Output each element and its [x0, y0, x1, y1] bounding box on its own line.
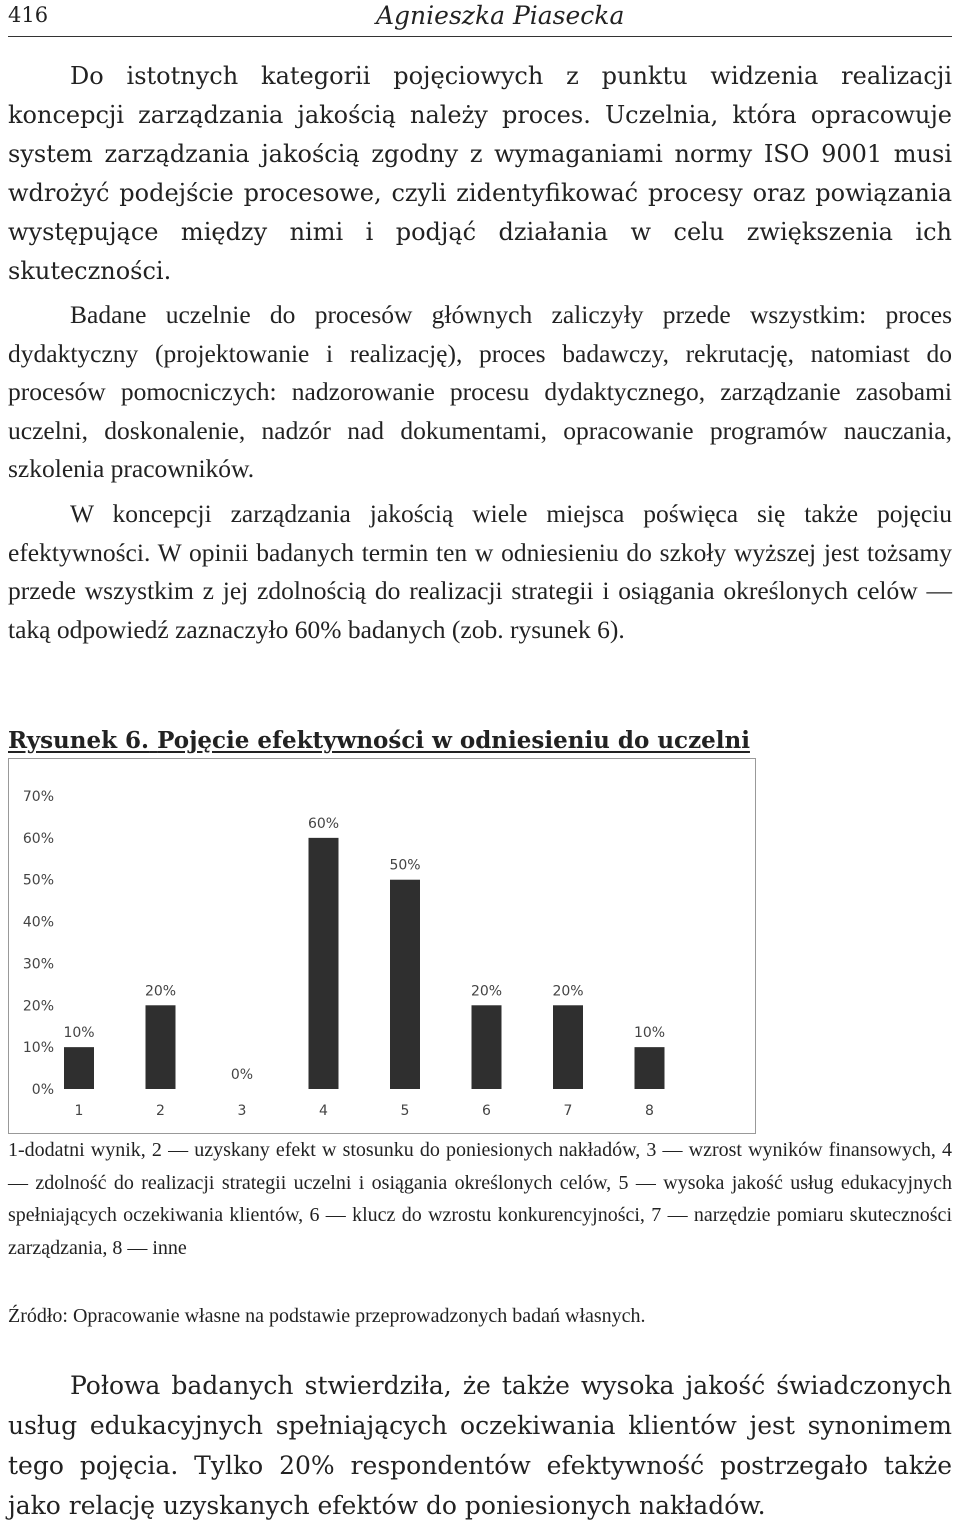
data-label: 20% [470, 983, 503, 1000]
x-tick-label: 4 [319, 1103, 328, 1119]
data-label: 0% [230, 1067, 254, 1083]
x-tick-label: 7 [563, 1103, 573, 1119]
data-label: 60% [307, 815, 340, 832]
data-label: 10% [633, 1025, 666, 1042]
figure-title-text: Pojęcie efektywności w odniesieniu do uczelni [157, 727, 750, 754]
page-header [8, 0, 952, 37]
figure-source: Źródło: Opracowanie własne na podstawie przeprowadzonych badań własnych. [8, 1305, 646, 1327]
y-tick-label: 10% [22, 1040, 54, 1057]
data-label: 50% [389, 857, 421, 874]
body-paragraph-3: W koncepcji zarządzania jakością wiele miejsca poświęca się także pojęciu efektywności. W opinii badanych termin ten w odniesieniu do szkoły wyższej jest tożsamy przede wszystkim z jej zdolnością do realizacji strategii i osiągania określonych celów — taką odpowiedź zaznaczyło 60% badanych (zob. rysunek 6). [8, 499, 952, 644]
data-label: 20% [144, 983, 177, 1000]
bar-2 [146, 1005, 176, 1089]
x-tick-label: 8 [645, 1103, 654, 1119]
bar-8 [635, 1047, 665, 1089]
figure-title [8, 724, 750, 758]
bar-1 [64, 1047, 94, 1089]
y-tick-label: 50% [22, 872, 54, 889]
body-paragraph-4: Połowa badanych stwierdziła, że także wysoka jakość świadczonych usług edukacyjnych spełniających oczekiwania klientów jest synonimem tego pojęcia. Tylko 20% respondentów efektywność postrzegało także jako relację uzyskanych efektów do poniesionych nakładów. [8, 1371, 952, 1520]
y-tick-label: 0% [31, 1082, 54, 1098]
x-tick-label: 3 [237, 1103, 247, 1119]
y-tick-label: 40% [22, 914, 54, 931]
x-tick-label: 6 [482, 1103, 491, 1119]
figure-legend: 1-dodatni wynik, 2 — uzyskany efekt w stosunku do poniesionych nakładów, 3 — wzrost wyników finansowych, 4 — zdolność do realizacji strategii uczelni i osiągania określonych celów, 5 — wysoka jakość usług edukacyjnych spełniających oczekiwania klientów, 6 — klucz do wzrostu konkurencyjności, 7 — narzędzie pomiaru skuteczności zarządzania, 8 — inne [8, 1139, 952, 1259]
running-title: Agnieszka Piasecka [376, 1, 625, 30]
bar-6 [472, 1005, 502, 1089]
bar-4 [309, 838, 339, 1089]
data-label: 10% [63, 1025, 95, 1042]
x-tick-label: 5 [400, 1103, 410, 1119]
y-tick-label: 60% [22, 830, 54, 847]
bar-7 [553, 1005, 583, 1089]
bar-chart [8, 758, 756, 1134]
x-tick-label: 1 [74, 1103, 84, 1119]
bar-5 [390, 880, 420, 1089]
bar-chart-svg [9, 759, 755, 1133]
page-number: 416 [8, 3, 49, 27]
figure-label: Rysunek 6. [8, 727, 150, 754]
body-paragraph-1: Do istotnych kategorii pojęciowych z punktu widzenia realizacji koncepcji zarządzania jakością należy proces. Uczelnia, która opracowuje system zarządzania jakością zgodny z wymaganiami normy ISO 9001 musi wdrożyć podejście procesowe, czyli zidentyfikować procesy oraz powiązania występujące między nimi i podjąć działania w celu zwiększenia ich skuteczności. [8, 62, 952, 285]
y-tick-label: 30% [22, 956, 54, 973]
x-tick-label: 2 [156, 1103, 165, 1119]
body-paragraph-2: Badane uczelnie do procesów głównych zaliczyły przede wszystkim: proces dydaktyczny (projektowanie i realizację), proces badawczy, rekrutację, natomiast do procesów pomocniczych: nadzorowanie procesu dydaktycznego, zarządzanie zasobami uczelni, doskonalenie, nadzór nad dokumentami, opracowanie programów nauczania, szkolenia pracowników. [8, 300, 952, 483]
data-label: 20% [552, 983, 584, 1000]
y-tick-label: 20% [22, 998, 54, 1015]
y-tick-label: 70% [22, 789, 54, 805]
